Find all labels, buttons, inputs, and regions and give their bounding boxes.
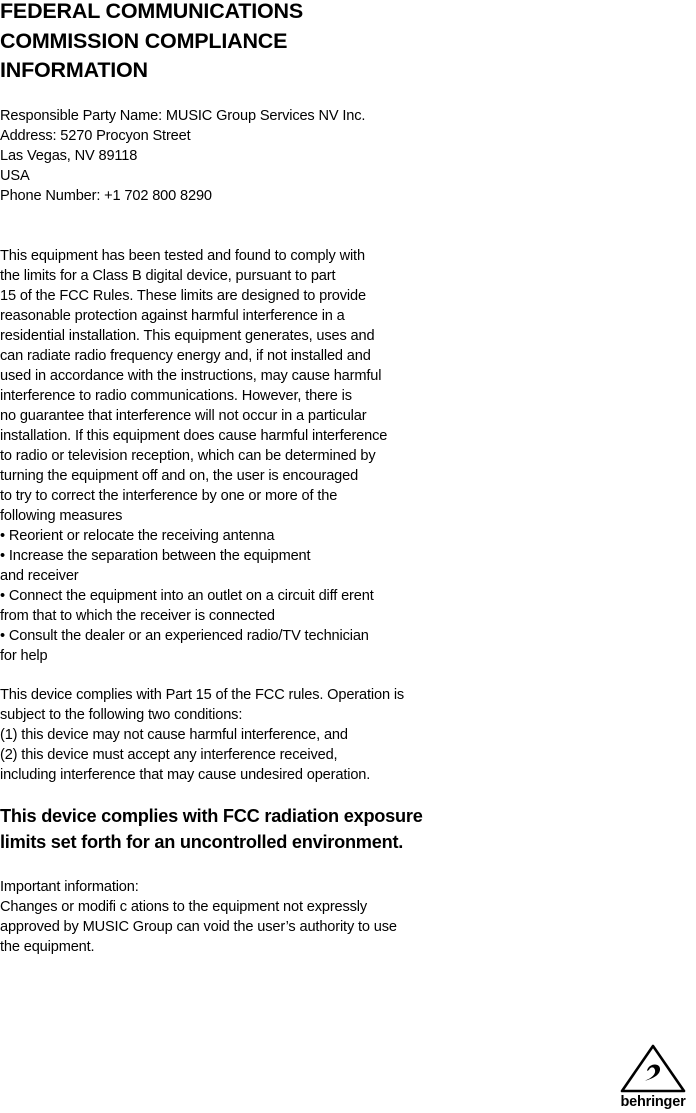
- paragraph-line: including interference that may cause undesired operation.: [0, 767, 371, 783]
- paragraph-line: 15 of the FCC Rules. These limits are designed to provide: [0, 288, 366, 304]
- important-information-paragraph: [0, 877, 397, 957]
- paragraph-line: the limits for a Class B digital device, pursuant to part: [0, 268, 336, 284]
- contact-line: Responsible Party Name: MUSIC Group Services NV Inc.: [0, 108, 366, 124]
- measure-bullet: • Increase the separation between the equipment: [0, 548, 311, 564]
- paragraph-line: Important information:: [0, 879, 139, 895]
- behringer-logo: [611, 1043, 695, 1113]
- paragraph-line: can radiate radio frequency energy and, if not installed and: [0, 348, 371, 364]
- title-line: COMMISSION COMPLIANCE: [0, 28, 288, 53]
- paragraph-line: used in accordance with the instructions, may cause harmful: [0, 368, 382, 384]
- contact-line: Phone Number: +1 702 800 8290: [0, 188, 212, 204]
- paragraph-line: and receiver: [0, 568, 79, 584]
- paragraph-line: for help: [0, 648, 48, 664]
- document-title: [0, 0, 303, 86]
- responsible-party-info: [0, 106, 365, 206]
- title-line: FEDERAL COMMUNICATIONS: [0, 0, 303, 23]
- emphasis-line: limits set forth for an uncontrolled environment.: [0, 832, 404, 852]
- paragraph-line: installation. If this equipment does cause harmful interference: [0, 428, 388, 444]
- paragraph-line: Changes or modifi c ations to the equipment not expressly: [0, 899, 368, 915]
- paragraph-line: to radio or television reception, which can be determined by: [0, 448, 376, 464]
- radiation-exposure-statement: [0, 803, 423, 855]
- paragraph-line: subject to the following two conditions:: [0, 707, 243, 723]
- paragraph-line: from that to which the receiver is connected: [0, 608, 275, 624]
- class-b-compliance-paragraph: [0, 246, 387, 666]
- paragraph-line: to try to correct the interference by one or more of the: [0, 488, 338, 504]
- paragraph-line: reasonable protection against harmful interference in a: [0, 308, 345, 324]
- paragraph-line: following measures: [0, 508, 123, 524]
- behringer-triangle-logo-icon: [611, 1043, 695, 1095]
- paragraph-line: the equipment.: [0, 939, 95, 955]
- measure-bullet: • Consult the dealer or an experienced radio/TV technician: [0, 628, 369, 644]
- paragraph-line: interference to radio communications. However, there is: [0, 388, 352, 404]
- paragraph-line: This device complies with Part 15 of the FCC rules. Operation is: [0, 687, 405, 703]
- paragraph-line: (2) this device must accept any interference received,: [0, 747, 338, 763]
- measure-bullet: • Connect the equipment into an outlet on a circuit diff erent: [0, 588, 374, 604]
- part-15-conditions-paragraph: [0, 685, 404, 785]
- measure-bullet: • Reorient or relocate the receiving antenna: [0, 528, 275, 544]
- title-line: INFORMATION: [0, 58, 148, 82]
- paragraph-line: This equipment has been tested and found to comply with: [0, 248, 365, 264]
- contact-line: Address: 5270 Procyon Street: [0, 128, 191, 144]
- paragraph-line: (1) this device may not cause harmful interference, and: [0, 727, 348, 743]
- contact-line: USA: [0, 168, 30, 184]
- behringer-wordmark: behringer: [620, 1094, 686, 1110]
- contact-line: Las Vegas, NV 89118: [0, 148, 138, 164]
- paragraph-line: approved by MUSIC Group can void the user’s authority to use: [0, 919, 397, 935]
- paragraph-line: no guarantee that interference will not occur in a particular: [0, 408, 367, 424]
- paragraph-line: residential installation. This equipment generates, uses and: [0, 328, 375, 344]
- emphasis-line: This device complies with FCC radiation exposure: [0, 806, 423, 826]
- paragraph-line: turning the equipment off and on, the user is encouraged: [0, 468, 359, 484]
